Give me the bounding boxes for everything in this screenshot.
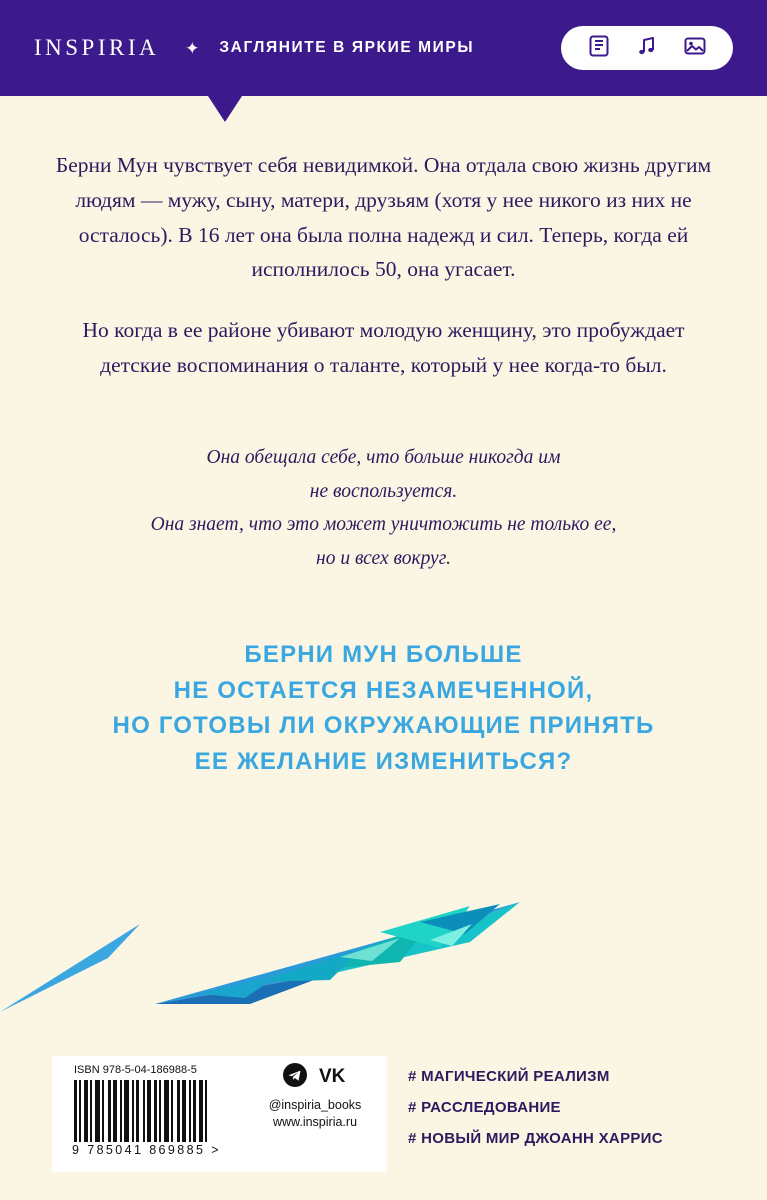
header-tagline: ЗАГЛЯНИТЕ В ЯРКИЕ МИРЫ: [219, 39, 475, 56]
website-url[interactable]: www.inspiria.ru: [272, 1114, 358, 1129]
back-cover-content: [0, 96, 767, 779]
music-note-icon[interactable]: [635, 34, 659, 63]
book-icon[interactable]: [587, 34, 611, 63]
headline-line-4: ЕЕ ЖЕЛАНИЕ ИЗМЕНИТЬСЯ?: [194, 747, 573, 775]
star-icon: ✦: [185, 38, 200, 58]
isbn-label: ISBN 978-5-04-186988-5: [74, 1064, 197, 1076]
pull-quote: [52, 441, 715, 575]
headline-line-3: НО ГОТОВЫ ЛИ ОКРУЖАЮЩИЕ ПРИНЯТЬ: [112, 712, 655, 740]
hashtag-item: # НОВЫЙ МИР ДЖОАНН ХАРРИС: [408, 1129, 663, 1147]
brand-logo: INSPIRIA: [34, 35, 160, 60]
shard-decoration: [0, 862, 767, 1022]
header-bar: [0, 0, 767, 96]
header-notch: [208, 96, 242, 122]
pull-quote-line-1: Она обещала себе, что больше никогда им: [206, 446, 561, 468]
social-block: [250, 1062, 380, 1131]
blurb-paragraph-2: Но когда в ее районе убивают молодую женщину, это пробуждает детские воспоминания о таланте, который у нее когда-то был.: [82, 318, 685, 378]
image-icon[interactable]: [683, 34, 707, 63]
barcode-image: [74, 1080, 264, 1142]
pull-quote-line-4: но и всех вокруг.: [316, 547, 451, 569]
pull-quote-line-3: Она знает, что это может уничтожить не только ее,: [150, 514, 617, 536]
vk-icon[interactable]: [318, 1062, 348, 1093]
telegram-icon[interactable]: [282, 1062, 308, 1093]
headline-line-1: БЕРНИ МУН БОЛЬШЕ: [244, 641, 523, 669]
tagline-headline: [52, 637, 715, 779]
svg-text:VK: VK: [319, 1066, 346, 1087]
hashtag-item: # РАССЛЕДОВАНИЕ: [408, 1098, 561, 1116]
hashtag-list: [408, 1062, 663, 1154]
headline-line-2: НЕ ОСТАЕТСЯ НЕЗАМЕЧЕННОЙ,: [173, 676, 594, 704]
media-format-icons: [561, 26, 733, 70]
footer: [0, 1048, 767, 1200]
blurb-paragraph-1: Берни Мун чувствует себя невидимкой. Она отдала свою жизнь другим людям — мужу, сыну, матери, друзьям (хотя у нее никого из них не осталось). В 16 лет она была полна надежд и сил. Теперь, когда ей исполнилось 50, она угасает.: [55, 153, 712, 282]
pull-quote-line-2: не воспользуется.: [309, 480, 458, 502]
hashtag-item: # МАГИЧЕСКИЙ РЕАЛИЗМ: [408, 1068, 610, 1085]
barcode-number: 9 785041 869885 >: [72, 1143, 221, 1157]
social-handle[interactable]: @inspiria_books: [268, 1098, 362, 1112]
